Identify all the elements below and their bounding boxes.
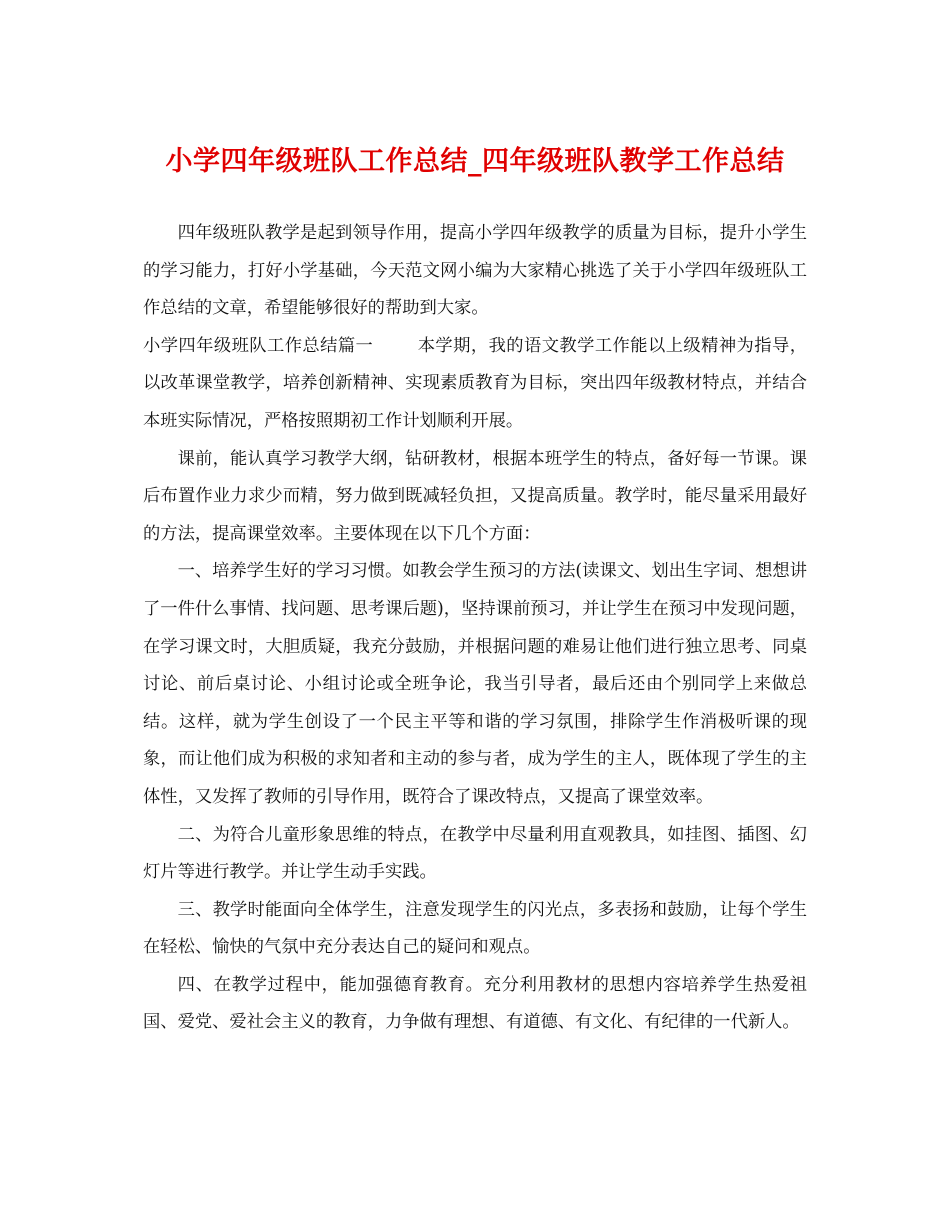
point-four-paragraph: 四、在教学过程中，能加强德育教育。充分利用教材的思想内容培养学生热爱祖国、爱党、爱社会主义的教育，力争做有理想、有道德、有文化、有纪律的一代新人。	[143, 974, 807, 1033]
section-paragraph	[143, 328, 807, 441]
intro-paragraph: 四年级班队教学是起到领导作用，提高小学四年级教学的质量为目标，提升小学生的学习能力，打好小学基础，今天范文网小编为大家精心挑选了关于小学四年级班队工作总结的文章，希望能够很好的帮助到大家。	[143, 223, 807, 319]
preparation-paragraph: 课前，能认真学习教学大纲，钻研教材，根据本班学生的特点，备好每一节课。课后布置作业力求少而精，努力做到既减轻负担，又提高质量。教学时，能尽量采用最好的方法，提高课堂效率。主要体现在以下几个方面：	[143, 448, 807, 544]
point-one-paragraph: 一、培养学生好的学习习惯。如教会学生预习的方法(读课文、划出生字词、想想讲了一件什么事情、找问题、思考课后题)，坚持课前预习，并让学生在预习中发现问题，在学习课文时，大胆质疑，我充分鼓励，并根据问题的难易让他们进行独立思考、同桌讨论、前后桌讨论、小组讨论或全班争论，我当引导者，最后还由个别同学上来做总结。这样，就为学生创设了一个民主平等和谐的学习氛围，排除学生作消极听课的现象，而让他们成为积极的求知者和主动的参与者，成为学生的主人，既体现了学生的主体性，又发挥了教师的引导作用，既符合了课改特点，又提高了课堂效率。	[143, 561, 807, 807]
document-title: 小学四年级班队工作总结_四年级班队教学工作总结	[165, 146, 785, 177]
section-intro-text: 本学期，我的语文教学工作能以上级精神为指导，以改革课堂教学，培养创新精神、实现素质教育为目标，突出四年级教材特点，并结合本班实际情况，严格按照期初工作计划顺利开展。	[143, 335, 807, 431]
document-body	[143, 215, 807, 1042]
point-three-paragraph: 三、教学时能面向全体学生，注意发现学生的闪光点，多表扬和鼓励，让每个学生在轻松、愉快的气氛中充分表达自己的疑问和观点。	[143, 899, 807, 958]
point-two-paragraph: 二、为符合儿童形象思维的特点，在教学中尽量利用直观教具，如挂图、插图、幻灯片等进行教学。并让学生动手实践。	[143, 824, 807, 883]
section-heading: 小学四年级班队工作总结篇一	[143, 335, 374, 356]
